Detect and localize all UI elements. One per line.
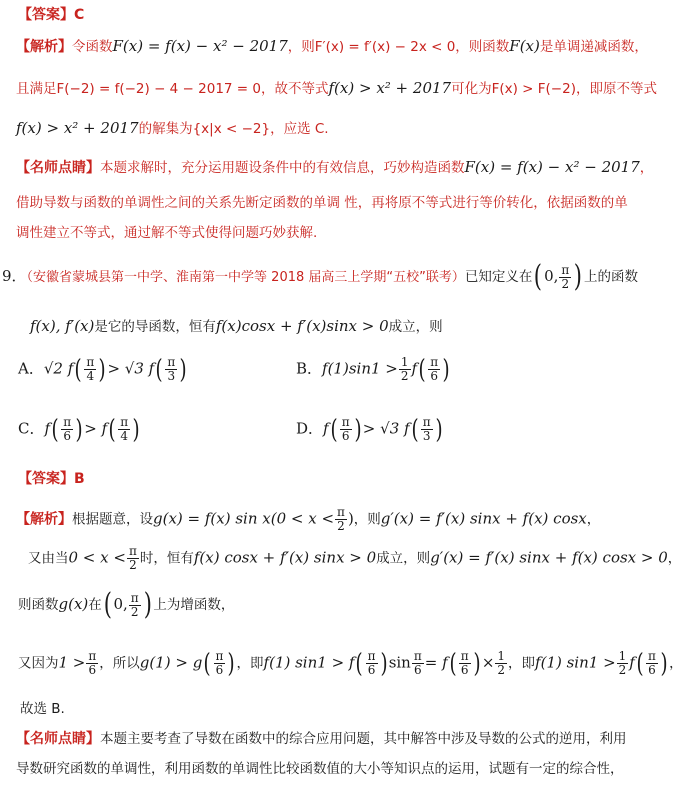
paren-open: ( — [449, 648, 457, 679]
math: f — [629, 653, 635, 672]
paren-close: ) — [574, 259, 583, 294]
denominator: 3 — [422, 429, 431, 443]
math: f(x)cosx + f′(x)sinx > 0 — [215, 317, 389, 335]
math: F(−2) = f(−2) − 4 − 2017 = 0 — [56, 81, 261, 97]
text: 本题主要考查了导数在函数中的综合应用问题，其中解答中涉及导数的公式的逆用，利用 — [100, 731, 627, 747]
paren-close: ) — [442, 354, 450, 385]
paren-open: ( — [103, 587, 112, 622]
math: F(x) > F(−2) — [491, 81, 576, 97]
math: f(x) > x² + 2017 — [16, 119, 139, 137]
math: f — [411, 359, 418, 378]
analysis-2-line-2 — [28, 545, 681, 572]
paren-close: ) — [435, 414, 443, 445]
paren-open: ( — [108, 414, 116, 445]
text: 成立，则 — [376, 550, 431, 567]
analysis-2-line-1 — [16, 506, 600, 533]
math: f — [44, 419, 51, 438]
numerator: π — [215, 649, 224, 663]
numerator: π — [367, 649, 376, 663]
denominator: 2 — [400, 369, 409, 383]
fraction — [340, 416, 352, 443]
fraction — [165, 356, 177, 383]
answer-2-line — [18, 468, 85, 489]
paren-close: ) — [380, 648, 388, 679]
text: 已知定义在 — [464, 269, 533, 285]
tip-2-line-2 — [16, 758, 624, 779]
math: ) — [347, 509, 354, 528]
math: 0, — [544, 267, 559, 285]
denominator: 2 — [337, 519, 345, 533]
fraction — [412, 650, 424, 677]
math: > f — [84, 419, 108, 438]
paren-close: ) — [143, 587, 152, 622]
question-9-line-2 — [30, 316, 443, 337]
paren-open: ( — [155, 354, 163, 385]
paren-close: ) — [660, 648, 668, 679]
paren-close: ) — [75, 414, 83, 445]
fraction — [129, 592, 141, 619]
numerator: π — [167, 355, 176, 369]
option-label: B． — [296, 359, 323, 378]
answer-tag: 【答案】 — [18, 7, 74, 23]
denominator: 6 — [430, 369, 438, 383]
analysis-1-line-2 — [16, 78, 657, 99]
math: g(x) = f(x) sin x(0 < x < — [153, 509, 335, 528]
text: ， — [639, 160, 654, 176]
fraction — [495, 650, 507, 677]
math: = f — [424, 653, 448, 672]
text: 是它的导函数，恒有 — [94, 319, 216, 335]
option-label: A． — [18, 359, 44, 378]
text: ，则 — [287, 39, 315, 55]
denominator: 4 — [120, 429, 129, 443]
denominator: 6 — [413, 663, 422, 677]
paren-open: ( — [74, 354, 82, 385]
tip-tag: 【名师点睛】 — [16, 160, 100, 176]
text: 又由当 — [28, 550, 69, 567]
text: 时，恒有 — [139, 550, 194, 567]
math: f(1) sin1 > f — [263, 653, 355, 672]
paren-open: ( — [51, 414, 59, 445]
numerator: 1 — [400, 355, 409, 369]
numerator: π — [413, 649, 422, 663]
text: 故选 B. — [20, 701, 65, 717]
option-c — [18, 416, 141, 443]
numerator: π — [88, 649, 97, 663]
text: 上的函数 — [584, 269, 639, 285]
tip-1-line-1 — [16, 157, 653, 178]
analysis-tag: 【解析】 — [16, 39, 72, 55]
fraction-pi-over-2 — [559, 264, 571, 291]
math: f(x), f′(x) — [30, 317, 95, 335]
fraction — [61, 416, 73, 443]
math: F(x) = f(x) − x² − 2017 — [112, 37, 288, 55]
fraction — [84, 356, 96, 383]
tip-1-line-2 — [16, 192, 628, 213]
math: f(1) sin1 > — [535, 653, 616, 672]
paren-close: ) — [179, 354, 187, 385]
text: ， — [667, 550, 682, 567]
text: ，所以 — [99, 655, 140, 672]
numerator: π — [561, 262, 570, 277]
paren-open: ( — [636, 648, 644, 679]
text: ， — [669, 655, 683, 672]
denominator: 6 — [341, 429, 350, 443]
math: g(x) — [58, 595, 89, 613]
paren-close: ) — [473, 648, 481, 679]
math: > √3 f — [362, 419, 410, 438]
text: ，即 — [236, 655, 264, 672]
denominator: 2 — [561, 276, 570, 291]
fraction — [421, 416, 433, 443]
tip-2-line-1 — [16, 728, 627, 749]
denominator: 6 — [215, 663, 224, 677]
math: 0 < x < — [68, 548, 126, 567]
paren-open: ( — [418, 354, 426, 385]
fraction — [86, 650, 98, 677]
analysis-1-line-3 — [16, 118, 329, 139]
fraction — [428, 356, 440, 383]
answer-tag: 【答案】 — [18, 471, 74, 487]
numerator: π — [430, 355, 439, 369]
fraction — [214, 650, 226, 677]
denominator: 6 — [460, 663, 469, 677]
option-d — [296, 416, 444, 443]
denominator: 2 — [497, 663, 506, 677]
option-b — [296, 356, 451, 383]
numerator: π — [130, 590, 139, 605]
paren-open: ( — [534, 259, 543, 294]
text: 导数研究函数的单调性，利用函数的单调性比较函数值的大小等知识点的运用，试题有一定的综合性， — [16, 761, 624, 777]
denominator: 2 — [130, 604, 139, 619]
fraction — [646, 650, 658, 677]
numerator: π — [341, 415, 350, 429]
tip-tag: 【名师点睛】 — [16, 731, 100, 747]
analysis-1-line-1 — [16, 36, 648, 57]
text: 借助导数与函数的单调性之间的关系先断定函数的单调 性，再将原不等式进行等价转化，依据函数的单 — [16, 195, 628, 211]
denominator: 4 — [86, 369, 95, 383]
paren-close: ) — [98, 354, 106, 385]
fraction — [127, 545, 139, 572]
math: {x|x < −2} — [192, 121, 271, 137]
paren-open: ( — [356, 648, 364, 679]
text: 在 — [88, 597, 102, 613]
text: ，故不等式 — [261, 81, 329, 97]
numerator: π — [63, 415, 72, 429]
math: > √3 f — [107, 359, 155, 378]
text: 成立，则 — [388, 319, 443, 335]
fraction — [366, 650, 378, 677]
text: 本题求解时，充分运用题设条件中的有效信息，巧妙构造函数 — [100, 160, 465, 176]
text: 且满足 — [16, 81, 57, 97]
question-9-line-1 — [2, 259, 639, 294]
math: F′(x) = f′(x) − 2x < 0 — [314, 39, 456, 55]
math: g′(x) = f′(x) sinx + f(x) cosx — [380, 509, 587, 528]
math: × — [481, 653, 495, 672]
math: F(x) = f(x) − x² − 2017 — [464, 158, 640, 176]
text: 调性建立不等式，通过解不等式使得问题巧妙获解. — [16, 225, 318, 241]
text: 的解集为 — [138, 121, 193, 137]
question-number: 9． — [2, 267, 27, 285]
analysis-2-line-5 — [20, 698, 65, 719]
numerator: π — [120, 415, 129, 429]
text: 上为增函数， — [153, 597, 235, 613]
math: f(x) > x² + 2017 — [328, 79, 452, 97]
numerator: 1 — [618, 649, 627, 663]
fraction — [335, 506, 347, 533]
numerator: π — [648, 649, 656, 663]
math: f(1)sin1 > — [322, 359, 398, 378]
paren-close: ) — [132, 414, 140, 445]
fraction — [617, 650, 629, 677]
option-a — [18, 356, 188, 383]
paren-open: ( — [203, 648, 211, 679]
answer-1-line — [18, 4, 84, 25]
math: F(x) — [509, 37, 540, 55]
answer-value: C — [74, 7, 85, 23]
numerator: π — [460, 649, 469, 663]
analysis-tag: 【解析】 — [16, 511, 72, 528]
denominator: 3 — [167, 369, 176, 383]
question-source: （安徽省蒙城县第一中学、淮南第一中学等 2018 届高三上学期“五校”联考） — [26, 270, 465, 285]
denominator: 6 — [648, 663, 656, 677]
text: 则函数 — [18, 597, 59, 613]
text: ，即原不等式 — [575, 81, 657, 97]
text: 可化为 — [451, 81, 492, 97]
text: 令函数 — [72, 39, 113, 55]
analysis-2-line-4 — [18, 650, 683, 677]
numerator: π — [337, 505, 345, 519]
denominator: 6 — [88, 663, 97, 677]
answer-value: B — [74, 471, 85, 487]
math: √2 f — [43, 359, 74, 378]
math: g′(x) = f′(x) sinx + f(x) cosx > 0 — [430, 548, 668, 567]
analysis-2-line-3 — [18, 587, 235, 622]
numerator: π — [86, 355, 95, 369]
paren-open: ( — [411, 414, 419, 445]
text: ，则函数 — [455, 39, 510, 55]
math: g(1) > g — [139, 653, 203, 672]
denominator: 6 — [63, 429, 71, 443]
math: 1 > — [58, 653, 86, 672]
math: f — [323, 419, 329, 438]
text: 根据题意，设 — [72, 511, 153, 528]
denominator: 2 — [129, 558, 137, 572]
numerator: 1 — [497, 649, 506, 663]
denominator: 2 — [618, 663, 627, 677]
option-label: D． — [296, 419, 324, 438]
text: ， — [586, 511, 601, 528]
fraction — [459, 650, 471, 677]
tip-1-line-3 — [16, 222, 317, 243]
paren-close: ) — [354, 414, 362, 445]
fraction — [118, 416, 130, 443]
paren-open: ( — [330, 414, 338, 445]
numerator: π — [128, 544, 137, 558]
text: 是单调递减函数， — [539, 39, 648, 55]
text: 又因为 — [18, 655, 59, 672]
text: ，即 — [508, 655, 536, 672]
paren-close: ) — [227, 648, 236, 679]
math: f(x) cosx + f′(x) sinx > 0 — [193, 548, 377, 567]
numerator: π — [422, 415, 431, 429]
text: ，则 — [353, 511, 381, 528]
denominator: 6 — [367, 663, 376, 677]
math: sin — [388, 653, 411, 672]
option-label: C． — [18, 419, 45, 438]
fraction — [399, 356, 411, 383]
math: 0, — [113, 595, 128, 613]
text: ，应选 C. — [270, 121, 329, 137]
